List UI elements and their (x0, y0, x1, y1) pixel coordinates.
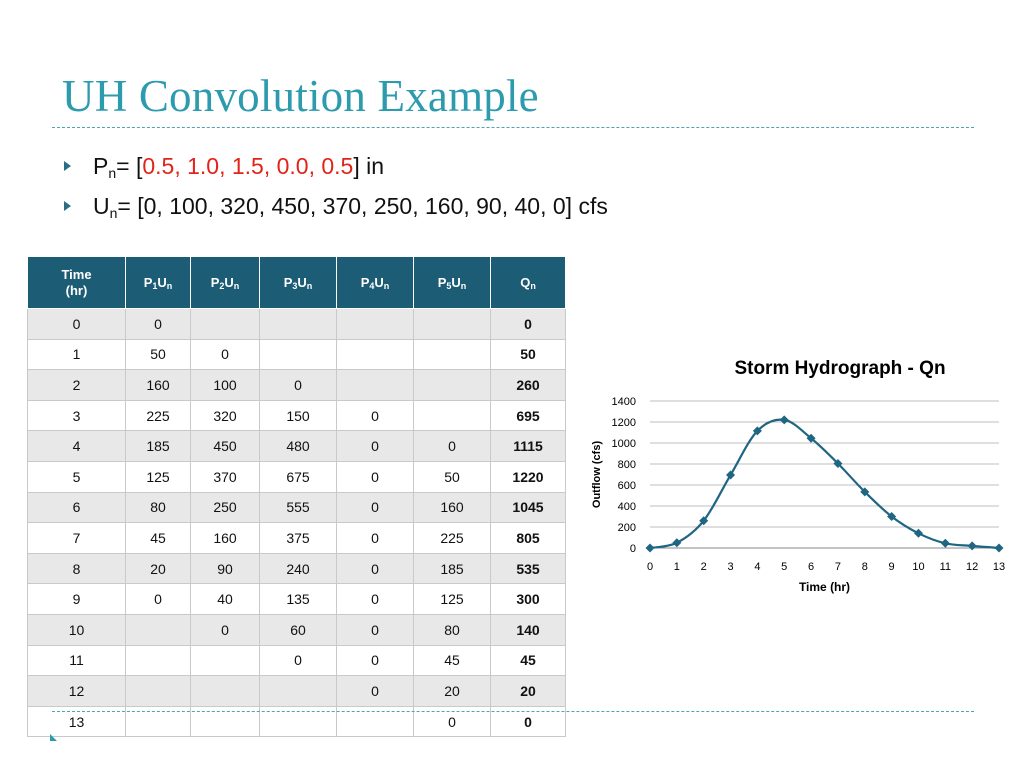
table-cell: 3 (28, 400, 126, 431)
y-tick-label: 1000 (611, 438, 636, 450)
x-tick-label: 3 (727, 561, 734, 573)
table-cell (337, 339, 414, 370)
table-cell (414, 370, 491, 401)
title-divider (52, 127, 974, 128)
table-row (28, 523, 566, 554)
qn-cell: 1220 (491, 461, 566, 492)
table-cell: 555 (260, 492, 337, 523)
x-tick-label: 6 (808, 561, 815, 573)
table-cell: 240 (260, 553, 337, 584)
y-tick-label: 1200 (611, 417, 636, 429)
table-cell: 45 (126, 523, 191, 554)
table-cell: 20 (414, 676, 491, 707)
header-p5un: $P_5U_n$ (414, 257, 491, 309)
data-point (672, 538, 681, 547)
qn-cell: 1115 (491, 431, 566, 462)
table-row (28, 400, 566, 431)
table-cell: 20 (126, 553, 191, 584)
table-row (28, 614, 566, 645)
x-tick-label: 7 (834, 561, 841, 573)
table-cell: 450 (191, 431, 260, 462)
table-cell: 40 (191, 584, 260, 615)
qn-cell: 260 (491, 370, 566, 401)
table-cell: 225 (414, 523, 491, 554)
table-cell (414, 400, 491, 431)
x-tick-label: 9 (888, 561, 895, 573)
table-cell: 9 (28, 584, 126, 615)
table-row (28, 309, 566, 340)
x-tick-label: 10 (912, 561, 925, 573)
table-cell: 0 (414, 706, 491, 737)
corner-triangle-icon (50, 734, 57, 741)
qn-cell: 50 (491, 339, 566, 370)
table-cell: 0 (337, 645, 414, 676)
table-cell: 675 (260, 461, 337, 492)
table-cell: 4 (28, 431, 126, 462)
table-cell (260, 309, 337, 340)
table-row (28, 645, 566, 676)
table-cell: 160 (414, 492, 491, 523)
table-cell: 5 (28, 461, 126, 492)
data-point (646, 544, 655, 553)
x-tick-label: 8 (861, 561, 868, 573)
qn-cell: 805 (491, 523, 566, 554)
table-cell: 80 (414, 614, 491, 645)
table-cell: 8 (28, 553, 126, 584)
y-axis-label: Outflow (cfs) (591, 440, 603, 509)
table-cell (191, 645, 260, 676)
data-point (726, 471, 735, 480)
hydrograph-chart (580, 348, 1010, 608)
table-cell: 1 (28, 339, 126, 370)
bullet-arrow-icon (64, 161, 71, 171)
table-cell: 0 (191, 339, 260, 370)
bullet-unit: cfs (578, 193, 608, 219)
table-row (28, 584, 566, 615)
qn-cell: 140 (491, 614, 566, 645)
x-tick-label: 13 (992, 561, 1006, 573)
x-tick-label: 2 (700, 561, 707, 573)
bullet-precipitation (62, 152, 608, 192)
series-line (650, 420, 999, 548)
table-cell: 60 (260, 614, 337, 645)
table-cell: 50 (414, 461, 491, 492)
table-cell: 0 (337, 584, 414, 615)
table-cell (414, 309, 491, 340)
table-cell: 0 (337, 492, 414, 523)
table-row (28, 339, 566, 370)
table-row (28, 370, 566, 401)
table-cell (126, 614, 191, 645)
table-cell (126, 645, 191, 676)
y-tick-label: 800 (617, 459, 636, 471)
table-cell (126, 676, 191, 707)
y-tick-label: 600 (617, 480, 636, 492)
table-cell: 125 (414, 584, 491, 615)
table-cell: 0 (337, 431, 414, 462)
table-cell (260, 676, 337, 707)
table-cell: 160 (126, 370, 191, 401)
qn-cell: 1045 (491, 492, 566, 523)
x-tick-label: 11 (939, 561, 952, 573)
data-point (780, 415, 789, 424)
qn-cell: 45 (491, 645, 566, 676)
table-cell: 0 (191, 614, 260, 645)
table-cell: 7 (28, 523, 126, 554)
table-cell: 0 (126, 309, 191, 340)
table-cell: 0 (126, 584, 191, 615)
qn-cell: 695 (491, 400, 566, 431)
qn-cell: 20 (491, 676, 566, 707)
bullet-list (62, 152, 608, 232)
x-tick-label: 12 (966, 561, 979, 573)
table-cell: 370 (191, 461, 260, 492)
bullet-close: ] (353, 153, 360, 179)
table-cell: 11 (28, 645, 126, 676)
table-cell: 0 (337, 553, 414, 584)
table-cell (260, 339, 337, 370)
y-tick-label: 400 (617, 501, 636, 513)
chart-title: Storm Hydrograph - Qn (734, 358, 946, 379)
table-row (28, 431, 566, 462)
y-tick-label: 200 (617, 522, 636, 534)
table-cell: 13 (28, 706, 126, 737)
header-qn: $Q_n$ (491, 257, 566, 309)
table-cell: 135 (260, 584, 337, 615)
data-point (941, 539, 950, 548)
header-p2un: $P_2U_n$ (191, 257, 260, 309)
bullet-equals: = [ (116, 153, 143, 179)
table-cell: 160 (191, 523, 260, 554)
table-cell: 0 (28, 309, 126, 340)
qn-cell: 0 (491, 706, 566, 737)
x-axis-label: Time (hr) (798, 580, 851, 594)
precipitation-values: 0.5, 1.0, 1.5, 0.0, 0.5 (142, 153, 354, 179)
bullet-unit-hydrograph (62, 192, 608, 232)
table-cell: 0 (337, 461, 414, 492)
qn-cell: 535 (491, 553, 566, 584)
table-cell: 0 (414, 431, 491, 462)
table-cell: 0 (260, 370, 337, 401)
table-cell (337, 370, 414, 401)
table-cell: 480 (260, 431, 337, 462)
table-cell: 2 (28, 370, 126, 401)
bullet-unit: in (366, 153, 385, 179)
bullet-subscript: n (109, 205, 118, 221)
table-cell: 185 (414, 553, 491, 584)
data-point (995, 544, 1004, 553)
table-cell: 80 (126, 492, 191, 523)
table-cell: 0 (337, 523, 414, 554)
table-cell (191, 309, 260, 340)
table-cell: 185 (126, 431, 191, 462)
x-tick-label: 4 (754, 561, 761, 573)
table-cell (337, 309, 414, 340)
y-tick-label: 0 (629, 543, 636, 555)
x-tick-label: 5 (781, 561, 788, 573)
table-cell: 10 (28, 614, 126, 645)
table-cell: 45 (414, 645, 491, 676)
table-cell: 320 (191, 400, 260, 431)
convolution-table (27, 256, 566, 737)
footer-divider (52, 711, 974, 712)
qn-cell: 0 (491, 309, 566, 340)
x-tick-label: 0 (646, 561, 654, 573)
bullet-arrow-icon (64, 201, 71, 211)
table-cell: 150 (260, 400, 337, 431)
header-p3un: $P_3U_n$ (260, 257, 337, 309)
header-p4un: $P_4U_n$ (337, 257, 414, 309)
bullet-symbol: P (93, 153, 109, 179)
qn-cell: 300 (491, 584, 566, 615)
table-row (28, 461, 566, 492)
table-cell: 6 (28, 492, 126, 523)
table-cell (191, 676, 260, 707)
data-point (968, 541, 977, 550)
table-cell: 0 (337, 676, 414, 707)
hydrograph-svg (580, 348, 1010, 608)
table-cell (414, 339, 491, 370)
data-point (914, 529, 923, 538)
table-cell: 100 (191, 370, 260, 401)
y-tick-label: 1400 (611, 396, 636, 408)
table-row (28, 676, 566, 707)
slide-title: UH Convolution Example (62, 71, 539, 121)
table-cell: 0 (337, 614, 414, 645)
header-time: Time (hr) (28, 257, 126, 309)
bullet-subscript: n (108, 165, 117, 181)
table-cell: 250 (191, 492, 260, 523)
table-row (28, 492, 566, 523)
table-cell: 0 (337, 400, 414, 431)
table-row (28, 553, 566, 584)
table-cell: 375 (260, 523, 337, 554)
table-cell: 12 (28, 676, 126, 707)
x-tick-label: 1 (673, 561, 680, 573)
table-body (28, 309, 566, 737)
table-cell: 225 (126, 400, 191, 431)
bullet-symbol: U (93, 193, 110, 219)
bullet-equals: = [0, 100, 320, 450, 370, 250, 160, 90, 40, 0] (117, 193, 573, 219)
table-cell: 50 (126, 339, 191, 370)
header-p1un: $P_1U_n$ (126, 257, 191, 309)
table-cell: 0 (260, 645, 337, 676)
table-header-row (28, 257, 566, 309)
table-cell: 90 (191, 553, 260, 584)
table-cell: 125 (126, 461, 191, 492)
